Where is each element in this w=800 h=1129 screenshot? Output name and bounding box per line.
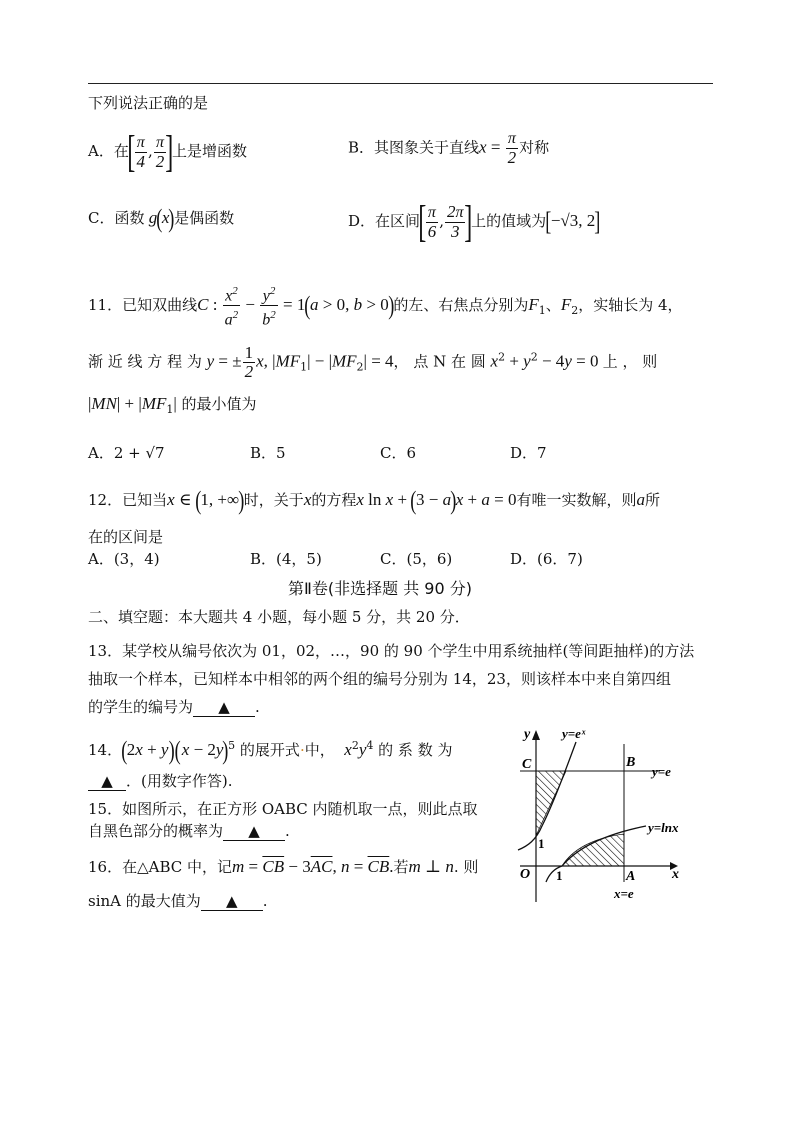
ln-label: y=lnx <box>648 820 679 835</box>
q11-line3: $|MN| + |MF_1|$ 的最小值为 <box>88 394 257 416</box>
q13-line2: 抽取一个样本，已知样本中相邻的两个组的编号分别为 14，23，则该样本中来自第四组 <box>88 670 671 688</box>
q10-option-d: D．在区间[ $\frac{\pi}{6}$ , $\frac{2\pi}{3}$ ]上的值域为[−√3, 2] <box>348 197 601 246</box>
intro-text: 下列说法正确的是 <box>88 94 209 112</box>
y-axis-label: y <box>524 727 531 742</box>
exp-label: y=eˣ <box>562 726 586 741</box>
q11-option-d: D．7 <box>510 444 547 462</box>
xe-label: x=e <box>614 886 634 901</box>
answer-blank[interactable]: ▲ <box>201 892 263 911</box>
y-axis-arrow <box>532 730 540 740</box>
q12-line2: 在的区间是 <box>88 528 164 546</box>
q10-option-b: B．其图象关于直线x = $\frac{\pi}{2}$ 对称 <box>348 130 550 167</box>
section-title: 第Ⅱ卷(非选择题 共 90 分) <box>288 579 472 598</box>
point-a-label: A <box>626 869 636 884</box>
q12-line1: 12．已知当x ∈ (1, +∞)时，关于x的方程x ln x + (3 − a)x + a = 0有唯一实数解，则a所 <box>88 486 660 515</box>
q14-line2: ▲ ．(用数字作答). <box>88 770 232 792</box>
q14-line1: 14．$(2x + y)(x - 2y)^5$ 的展开式·中， $x^2y^4$ 的 系 数 为 <box>88 736 453 765</box>
q10-option-c: C．函数 g(x)是偶函数 <box>88 204 235 233</box>
header-rule <box>88 83 713 84</box>
answer-blank[interactable]: ▲ <box>88 772 126 791</box>
q11-line2: 渐 近 线 方 程 为 y = ± $\frac{1}{2}$ x, $|MF_1| - |MF_2| = 4$， 点 N 在 圆 $x^2 + y^2 - 4y = 0$ 上 ， 则 <box>88 343 658 381</box>
fraction: $\frac{\pi}{4}$ <box>136 133 145 171</box>
q11-line1: 11．已知双曲线C : $\frac{x^2}{a^2}$ − $\frac{y^2}{b^2}$ = 1(a > 0, b > 0)的左、右焦点分别为$F_1$、$F_2$，实轴长为 4， <box>88 282 683 330</box>
x-axis-label: x <box>672 867 679 882</box>
probability-figure <box>510 722 710 912</box>
point-c-label: C <box>522 757 532 772</box>
q11-option-a: A．2 + √7 <box>88 444 165 462</box>
q12-option-a: A．(3，4) <box>88 550 160 568</box>
q12-option-d: D．(6．7) <box>510 550 583 568</box>
q13-line3: 的学生的编号为 ▲ . <box>88 698 260 716</box>
q12-option-b: B．(4，5) <box>250 550 322 568</box>
fill-header: 二、填空题：本大题共 4 小题，每小题 5 分，共 20 分． <box>88 608 470 626</box>
one-x-label: 1 <box>556 868 563 883</box>
one-y-label: 1 <box>538 836 545 851</box>
ye-label: y=e <box>652 764 671 779</box>
q11-option-c: C．6 <box>380 444 417 462</box>
answer-blank[interactable]: ▲ <box>193 698 255 717</box>
q13-line1: 13．某学校从编号依次为 01，02，…，90 的 90 个学生中用系统抽样(等间距抽样)的方法 <box>88 642 695 660</box>
q15-line1: 15．如图所示，在正方形 OABC 内随机取一点，则此点取 <box>88 800 478 818</box>
point-b-label: B <box>626 755 636 770</box>
q12-option-c: C．(5，6) <box>380 550 453 568</box>
answer-blank[interactable]: ▲ <box>223 822 285 841</box>
origin-label: O <box>520 867 531 882</box>
q11-option-b: B．5 <box>250 444 286 462</box>
q15-line2: 自黑色部分的概率为 ▲ . <box>88 822 290 840</box>
q16-line2: sinA 的最大值为 ▲ . <box>88 892 268 910</box>
q10-option-a: A．在[ $\frac{\pi}{4}$ , $\frac{\pi}{2}$ ]上是增函数 <box>88 127 247 176</box>
shaded-region-right <box>562 834 624 866</box>
q16-line1: 16．在△ABC 中，记$m = \overline{CB} - 3\overline{AC}$, $n = \overline{CB}$.若m ⊥ n. 则 <box>88 857 479 876</box>
